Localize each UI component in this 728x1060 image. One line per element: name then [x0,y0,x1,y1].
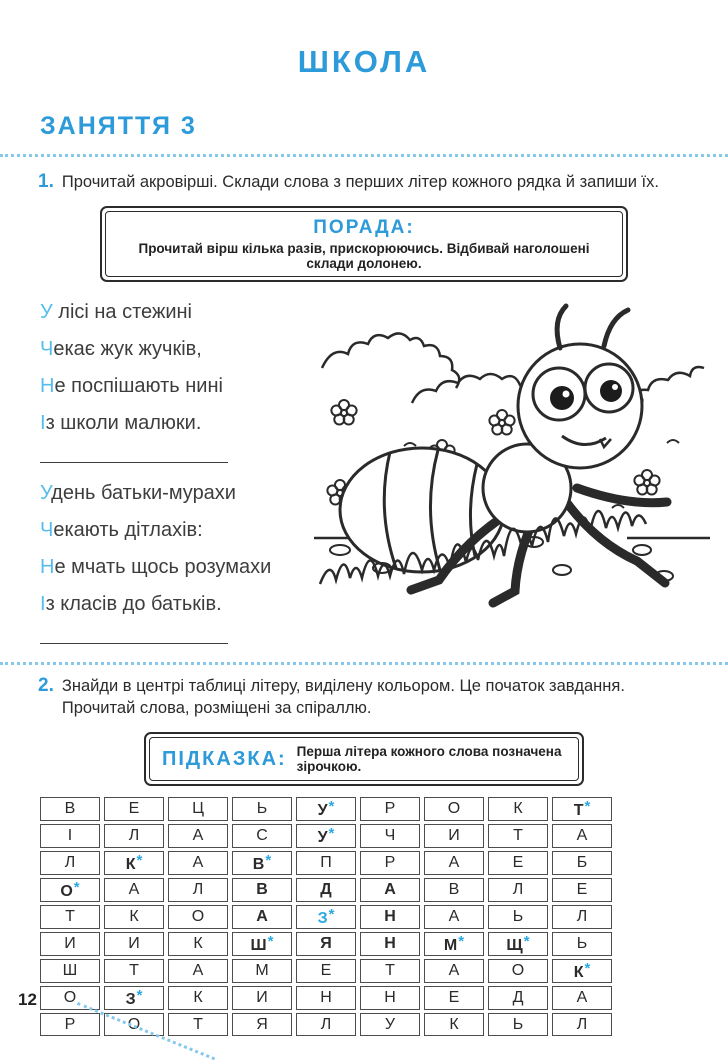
poem-initial: Ч [40,519,54,541]
table-cell: О* [40,878,100,902]
table-cell: Ш* [232,932,292,956]
table-row [40,905,612,929]
table-cell: К [104,905,164,929]
table-cell: О [424,797,484,821]
table-cell: Т [40,905,100,929]
word-start-asterisk: * [584,798,591,815]
table-cell: В [424,878,484,902]
word-start-asterisk: * [584,960,591,977]
poem-line [40,294,312,331]
table-cell: Т [168,1013,228,1036]
word-start-asterisk: * [458,933,465,950]
poem-rest: екають дітлахів: [53,519,203,541]
table-cell: И [40,932,100,956]
table-cell: О [104,1013,164,1036]
table-cell: О [488,959,548,983]
table-cell: Л [552,905,612,929]
table-cell: И [104,932,164,956]
poem-2 [40,475,312,623]
table-cell: Л [104,824,164,848]
table-cell: Л [296,1013,356,1036]
table-cell: А [424,905,484,929]
poem-rest: з школи малюки. [45,412,202,434]
table-cell: Е [488,851,548,875]
table-cell: М* [424,932,484,956]
poem-line [40,549,312,586]
answer-write-line[interactable] [40,447,228,463]
table-cell: М [232,959,292,983]
table-cell: П [296,851,356,875]
poem-line [40,512,312,549]
word-start-asterisk: * [328,798,335,815]
table-cell: Я [296,932,356,956]
poem-initial: Ч [40,338,54,360]
table-cell: Р [360,851,420,875]
table-cell: І [40,824,100,848]
table-cell: И [424,824,484,848]
table-cell: К* [552,959,612,983]
pidkazka-title: ПІДКАЗКА: [162,747,287,770]
poem-line [40,475,312,512]
pidkazka-box-inner [149,737,579,781]
table-cell: А [104,878,164,902]
table-cell: В [232,878,292,902]
poem-initial: У [40,482,52,504]
table-cell: Н [360,905,420,929]
table-cell: Ц [168,797,228,821]
table-cell: Н [296,986,356,1010]
spiral-letter-table [36,794,616,1039]
table-row [40,824,612,848]
poem-initial: І [40,412,46,434]
task-1-text: Прочитай акровірші. Склади слова з перших літер кожного рядка й запиши їх. [61,173,659,191]
table-cell: Л [552,1013,612,1036]
table-cell: У [360,1013,420,1036]
table-cell: О [168,905,228,929]
table-cell: Ь [488,905,548,929]
task-1-number: 1. [38,171,54,192]
dotted-divider [0,154,728,157]
table-cell: У* [296,824,356,848]
table-cell: А [168,851,228,875]
poem-rest: е мчать щось розумахи [54,556,272,578]
table-cell: Т* [552,797,612,821]
table-cell: А [552,824,612,848]
table-cell: А [424,851,484,875]
table-cell: А [552,986,612,1010]
table-cell: Т [360,959,420,983]
porada-title: ПОРАДА: [313,217,415,238]
dotted-divider [0,662,728,665]
poems-column [40,294,312,656]
table-cell: Т [104,959,164,983]
table-row [40,797,612,821]
table-row [40,851,612,875]
table-cell: З* [296,905,356,929]
table-cell: Ь [232,797,292,821]
table-cell: У* [296,797,356,821]
poem-1 [40,294,312,442]
word-start-asterisk: * [136,852,143,869]
table-cell: К* [104,851,164,875]
word-start-asterisk: * [265,852,272,869]
table-cell: Е [552,878,612,902]
page-number: 12 [18,990,37,1009]
task-1 [0,171,728,193]
table-cell: К [424,1013,484,1036]
table-cell: Я [232,1013,292,1036]
table-cell: Е [296,959,356,983]
poem-initial: Н [40,556,55,578]
table-cell: Е [424,986,484,1010]
task-2 [0,675,728,719]
poem-initial: Н [40,375,55,397]
table-cell: Ь [488,1013,548,1036]
table-cell: А [360,878,420,902]
table-cell: А [168,824,228,848]
pidkazka-box [144,732,584,786]
poem-rest: день батьки-мурахи [51,482,236,504]
table-cell: А [424,959,484,983]
table-cell: Ш [40,959,100,983]
answer-write-line[interactable] [40,628,228,644]
table-cell: Ь [552,932,612,956]
table-cell: В* [232,851,292,875]
table-cell: В [40,797,100,821]
table-cell: К [488,797,548,821]
lesson-heading: ЗАНЯТТЯ 3 [40,112,197,140]
table-cell: С [232,824,292,848]
page-title: ШКОЛА [297,44,431,79]
poem-rest: е поспішають нині [54,375,223,397]
task-2-number: 2. [38,675,54,696]
table-cell: И [232,986,292,1010]
table-cell: Р [360,797,420,821]
table-cell: Б [552,851,612,875]
table-row [40,959,612,983]
table-cell: К [168,986,228,1010]
table-cell: Р [40,1013,100,1036]
ant-line-art-svg [312,298,712,586]
poem-line [40,586,312,623]
poem-rest: лісі на стежині [52,301,192,323]
table-cell: Н [360,986,420,1010]
word-start-asterisk: * [328,825,335,842]
poem-initial: І [40,593,46,615]
poem-line [40,331,312,368]
table-cell: З* [104,986,164,1010]
ant-illustration [312,294,728,656]
table-cell: Д [296,878,356,902]
poem-line [40,405,312,442]
table-cell: Т [488,824,548,848]
table-cell: Д [488,986,548,1010]
poems-and-illustration [0,294,728,656]
table-cell: Н [360,932,420,956]
table-cell: Л [168,878,228,902]
table-cell: Щ* [488,932,548,956]
poem-line [40,368,312,405]
porada-box-inner [105,211,623,277]
pidkazka-text: Перша літера кожного слова позначена зірочкою. [296,744,562,774]
poem-rest: з класів до батьків. [45,593,222,615]
table-row [40,878,612,902]
table-cell: А [232,905,292,929]
table-cell: Ч [360,824,420,848]
table-row [40,986,612,1010]
table-cell: Л [488,878,548,902]
porada-box [100,206,628,282]
table-row [40,932,612,956]
table-cell: Л [40,851,100,875]
word-start-asterisk: * [136,987,143,1004]
table-cell: К [168,932,228,956]
poem-initial: У [40,301,53,323]
porada-text: Прочитай вірш кілька разів, прискорюючись. Відбивай наголошені склади долонею. [138,241,590,271]
table-cell: А [168,959,228,983]
poem-rest: екає жук жучків, [53,338,202,360]
word-start-asterisk: * [523,933,530,950]
word-start-asterisk: * [328,906,335,923]
word-start-asterisk: * [267,933,274,950]
task-2-text: Знайди в центрі таблиці літеру, виділену кольором. Це початок завдання. Прочитай слова, розміщені за спіраллю. [61,677,625,717]
word-start-asterisk: * [73,879,80,896]
table-cell: Е [104,797,164,821]
table-cell: О [40,986,100,1010]
